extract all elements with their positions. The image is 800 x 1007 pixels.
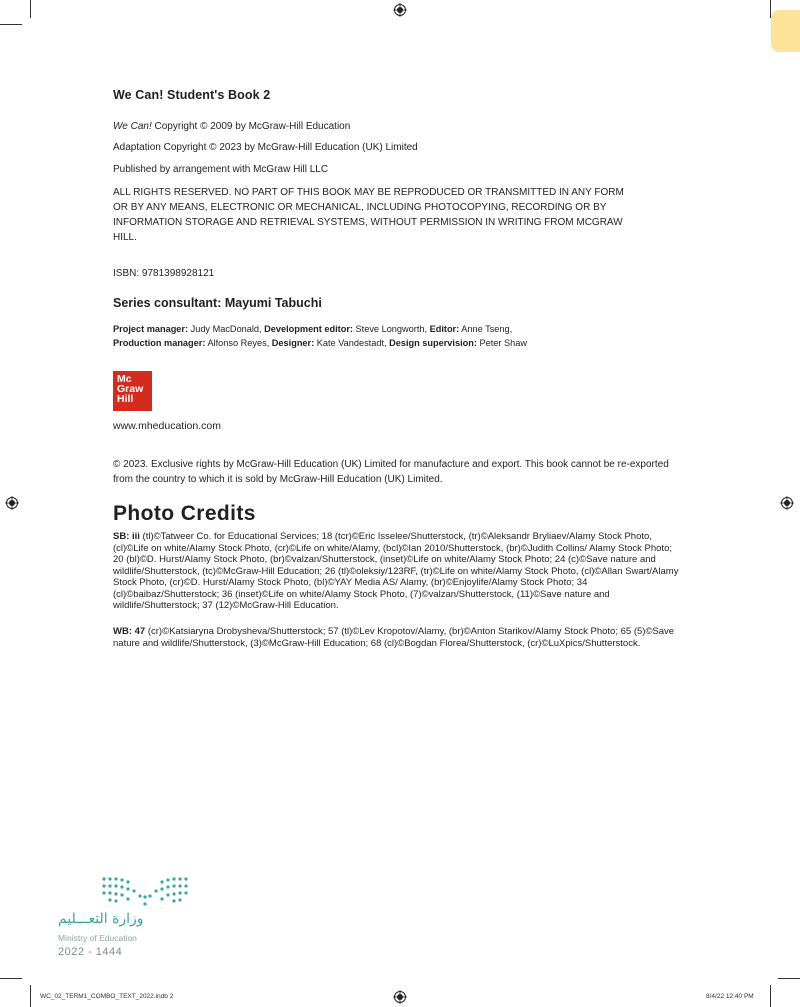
logo-text: Graw (117, 383, 144, 395)
staff-name: Anne Tseng, (459, 324, 513, 334)
exclusive-rights: © 2023. Exclusive rights by McGraw-Hill Education (UK) Limited for manufacture and export. This book cannot be re-exported from the country to which it is sold by McGraw-Hill Education (UK) Limited. (113, 459, 669, 485)
mcgraw-hill-logo (113, 371, 152, 411)
staff-credits (113, 322, 527, 350)
series-consultant: Series consultant: Mayumi Tabuchi (113, 296, 322, 310)
staff-role: Development editor: (264, 324, 353, 334)
photo-credits-heading: Photo Credits (113, 502, 256, 525)
logo-text: Hill (117, 393, 134, 405)
ministry-year: 2022 - 1444 (58, 946, 123, 958)
staff-role: Project manager: (113, 324, 189, 334)
staff-role: Editor: (429, 324, 460, 334)
staff-name: Judy MacDonald, (188, 324, 265, 334)
rights-statement: ALL RIGHTS RESERVED. NO PART OF THIS BOOK MAY BE REPRODUCED OR TRANSMITTED IN ANY FORM OR BY ANY MEANS, ELECTRONIC OR MECHANICAL, INCLUDING PHOTOCOPYING, RECORDING OR BY INFORMATION STORAGE AND RETRIEVAL SYSTEMS, WITHOUT PERMISSION IN WRITING FROM MCGRAW HILL. (113, 187, 624, 243)
slug-filename: WC_02_TERM1_COMBO_TEXT_2022.indb 2 (40, 993, 174, 1000)
website-link[interactable]: www.mheducation.com (113, 420, 221, 432)
staff-role: Production manager: (113, 338, 206, 348)
publishing-arrangement: Published by arrangement with McGraw Hill LLC (113, 164, 329, 175)
sb-credits-text: (tl)©Tatweer Co. for Educational Services; 18 (tcr)©Eric Isselee/Shutterstock, (tr)©Aleksandr Bryliaev/Alamy Stock Photo, (cl)©Life on white/Alamy Stock Photo, (cr)©Life on white/Alamy, (bcl)©Ian 2010/Shutterstock, (br)©Judith Collins/ Alamy Stock Photo; 20 (bl)©D. Hurst/Alamy Stock Photo, (br)©valzan/Shutterstock, (inset)©Life on white/Alamy Stock Photo; 24 (c)©Save nature and wildlife/Shutterstock, (tc)©McGraw-Hill Education; 26 (tl)©oleksiy/123RF, (tr)©Life on white/Alamy Stock Photo, (cl)©Allan Swart/Alamy Stock Photo, (cr)©D. Hurst/Alamy Stock Photo, (bl)©YAY Media AS/ Alamy, (br)©Enjoylife/Alamy Stock Photo; 34 (cl)©baibaz/Shutterstock; 36 (inset)©Life on white/Alamy Stock Photo, (7)©valzan/Shutterstock, (11)©Save nature and wildlife/Shutterstock; 37 (12)©McGraw-Hill Education. (113, 531, 679, 611)
wb-credits (113, 626, 685, 649)
crop-mark-bottom-right (770, 985, 771, 1007)
sb-credits (113, 531, 685, 612)
staff-row (113, 336, 527, 350)
registration-mark-top-icon (393, 3, 407, 17)
staff-name: Steve Longworth, (352, 324, 430, 334)
wb-credits-text: (cr)©Katsiaryna Drobysheva/Shutterstock; 57 (tl)©Lev Kropotov/Alamy, (br)©Anton Starikov/Alamy Stock Photo; 65 (5)©Save nature and wildlife/Shutterstock, (3)©McGraw-Hill Education; 68 (cl)©Bogdan Florea/Shutterstock, (cr)©LuXpics/Shutterstock. (113, 626, 675, 649)
logo-text: Mc (117, 373, 132, 385)
book-title: We Can! Student's Book 2 (113, 88, 271, 102)
staff-name: Peter Shaw (476, 338, 527, 348)
page-edge-tab (771, 10, 800, 52)
ministry-dots-logo-icon (100, 875, 192, 909)
crop-mark-bottom-right-h (778, 978, 800, 979)
staff-name: Kate Vandestadt, (314, 338, 390, 348)
staff-name: Alfonso Reyes, (205, 338, 272, 348)
isbn: ISBN: 9781398928121 (113, 268, 215, 279)
book-name-italic: We Can! (113, 121, 152, 132)
crop-mark-top-left (30, 0, 31, 18)
crop-mark-bottom-left (30, 985, 31, 1007)
registration-mark-bottom-icon (393, 990, 407, 1004)
staff-role: Design supervision: (389, 338, 477, 348)
adaptation-copyright: Adaptation Copyright © 2023 by McGraw-Hill Education (UK) Limited (113, 142, 418, 153)
copyright-line (113, 120, 350, 134)
sb-label: SB: iii (113, 531, 140, 542)
copyright-text: Copyright © 2009 by McGraw-Hill Education (151, 121, 351, 132)
wb-label: WB: 47 (113, 626, 146, 637)
crop-mark-bottom-left-h (0, 978, 22, 979)
registration-mark-right-icon (780, 496, 794, 510)
ministry-name-english: Ministry of Education (58, 933, 137, 943)
crop-mark-top-left-h (0, 24, 22, 25)
registration-mark-left-icon (5, 496, 19, 510)
ministry-name-arabic: وزارة التعـــليم (58, 911, 144, 927)
slug-date: 8/4/22 12:40 PM (706, 993, 754, 1000)
staff-role: Designer: (271, 338, 315, 348)
staff-row (113, 322, 527, 336)
